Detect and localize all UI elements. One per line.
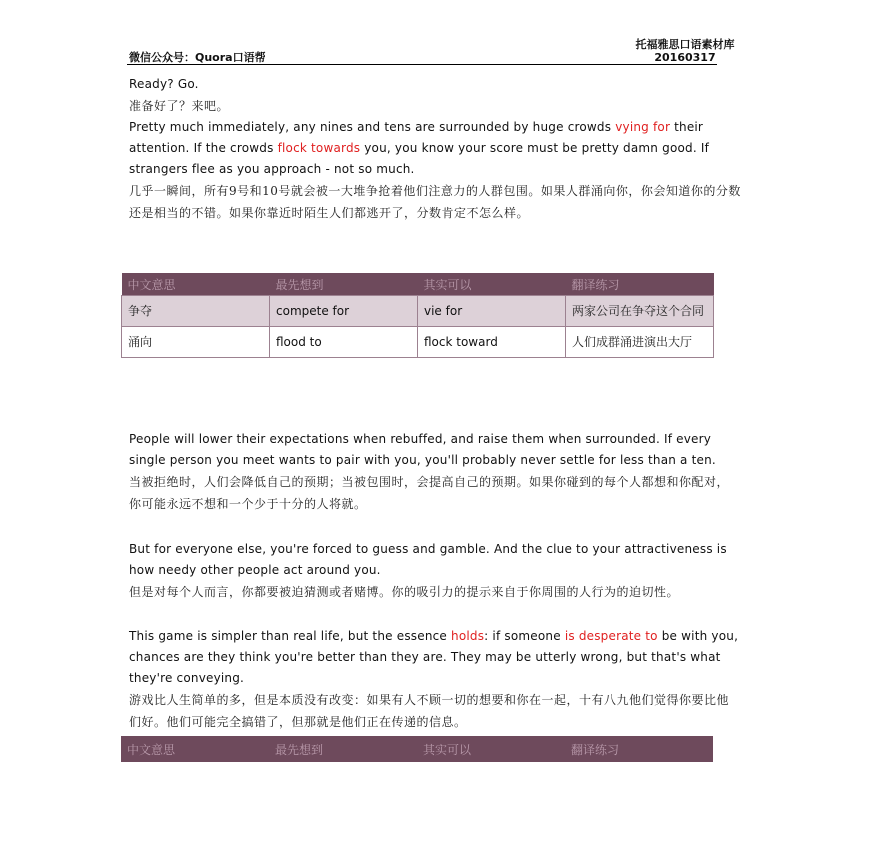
table-cell: 人们成群涌进演出大厅 (566, 327, 714, 358)
highlight-holds: holds (451, 629, 485, 643)
table-cell: 两家公司在争夺这个合同 (566, 296, 714, 327)
paragraph-1-en: Ready? Go. (129, 77, 199, 91)
header-right-title: 托福雅思口语素材库 (635, 38, 735, 51)
paragraph-5-zh: 游戏比人生简单的多，但是本质没有改变：如果有人不顾一切的想要和你在一起，十有八九他们觉得你要比他们好。他们可能完全搞错了，但那就是他们正在传递的信息。 (129, 693, 730, 729)
vocab-table-2-header (121, 736, 713, 762)
col-header-practice: 翻译练习 (566, 273, 714, 296)
text-run: their attention. If the crowds (129, 120, 704, 155)
text-run: be with you, chances are they think you're better than they are. They may be utterly wrong, but that's what they're conveying. (129, 629, 739, 685)
header-left-title: 微信公众号：Quora口语帮 (129, 51, 266, 64)
paragraph-3 (129, 429, 741, 515)
header-divider (127, 64, 717, 65)
table-row (122, 296, 714, 327)
text-run: This game is simpler than real life, but the essence (129, 629, 452, 643)
paragraph-2 (129, 117, 741, 224)
col-header-alternative: 其实可以 (417, 736, 565, 762)
col-header-meaning: 中文意思 (122, 273, 270, 296)
paragraph-3-en: People will lower their expectations when rebuffed, and raise them when surrounded. If every single person you meet wants to pair with you, you'll probably never settle for less than a ten. (129, 432, 716, 467)
paragraph-1-zh: 准备好了？来吧。 (129, 99, 230, 113)
header-right (600, 38, 770, 64)
highlight-is-desperate-to: is desperate to (564, 629, 658, 643)
paragraph-2-en (129, 117, 741, 180)
header-right-date: 20160317 (654, 51, 716, 64)
col-header-first-thought: 最先想到 (270, 273, 418, 296)
vocab-table-1 (121, 273, 714, 358)
paragraph-4 (129, 539, 741, 603)
col-header-practice: 翻译练习 (565, 736, 713, 762)
table-cell: 争夺 (122, 296, 270, 327)
table-cell: compete for (270, 296, 418, 327)
vocab-table-1-header (122, 273, 714, 296)
paragraph-1 (129, 74, 741, 117)
highlight-vying-for: vying for (615, 120, 671, 134)
table-cell: vie for (418, 296, 566, 327)
vocab-table-2 (121, 736, 713, 762)
paragraph-3-zh: 当被拒绝时，人们会降低自己的预期；当被包围时，会提高自己的预期。如果你碰到的每个人都想和你配对，你可能永远不想和一个少于十分的人将就。 (129, 475, 730, 511)
col-header-first-thought: 最先想到 (269, 736, 417, 762)
highlight-flock-towards: flock towards (277, 141, 361, 155)
paragraph-5-en (129, 626, 741, 689)
col-header-alternative: 其实可以 (418, 273, 566, 296)
paragraph-4-en: But for everyone else, you're forced to guess and gamble. And the clue to your attractiveness is how needy other people act around you. (129, 542, 727, 577)
paragraph-2-zh: 几乎一瞬间，所有9号和10号就会被一大堆争抢着他们注意力的人群包围。如果人群涌向你，你会知道你的分数还是相当的不错。如果你靠近时陌生人们都逃开了，分数肯定不怎么样。 (129, 184, 741, 220)
table-row (122, 327, 714, 358)
table-cell: flood to (270, 327, 418, 358)
text-run: : if someone (484, 629, 565, 643)
col-header-meaning: 中文意思 (121, 736, 269, 762)
table-cell: flock toward (418, 327, 566, 358)
paragraph-4-zh: 但是对每个人而言，你都要被迫猜测或者赌博。你的吸引力的提示来自于你周围的人行为的迫切性。 (129, 585, 680, 599)
text-run: you, you know your score must be pretty damn good. If strangers flee as you approach - not so much. (129, 141, 710, 176)
paragraph-5 (129, 626, 741, 733)
text-run: Pretty much immediately, any nines and tens are surrounded by huge crowds (129, 120, 616, 134)
table-cell: 涌向 (122, 327, 270, 358)
